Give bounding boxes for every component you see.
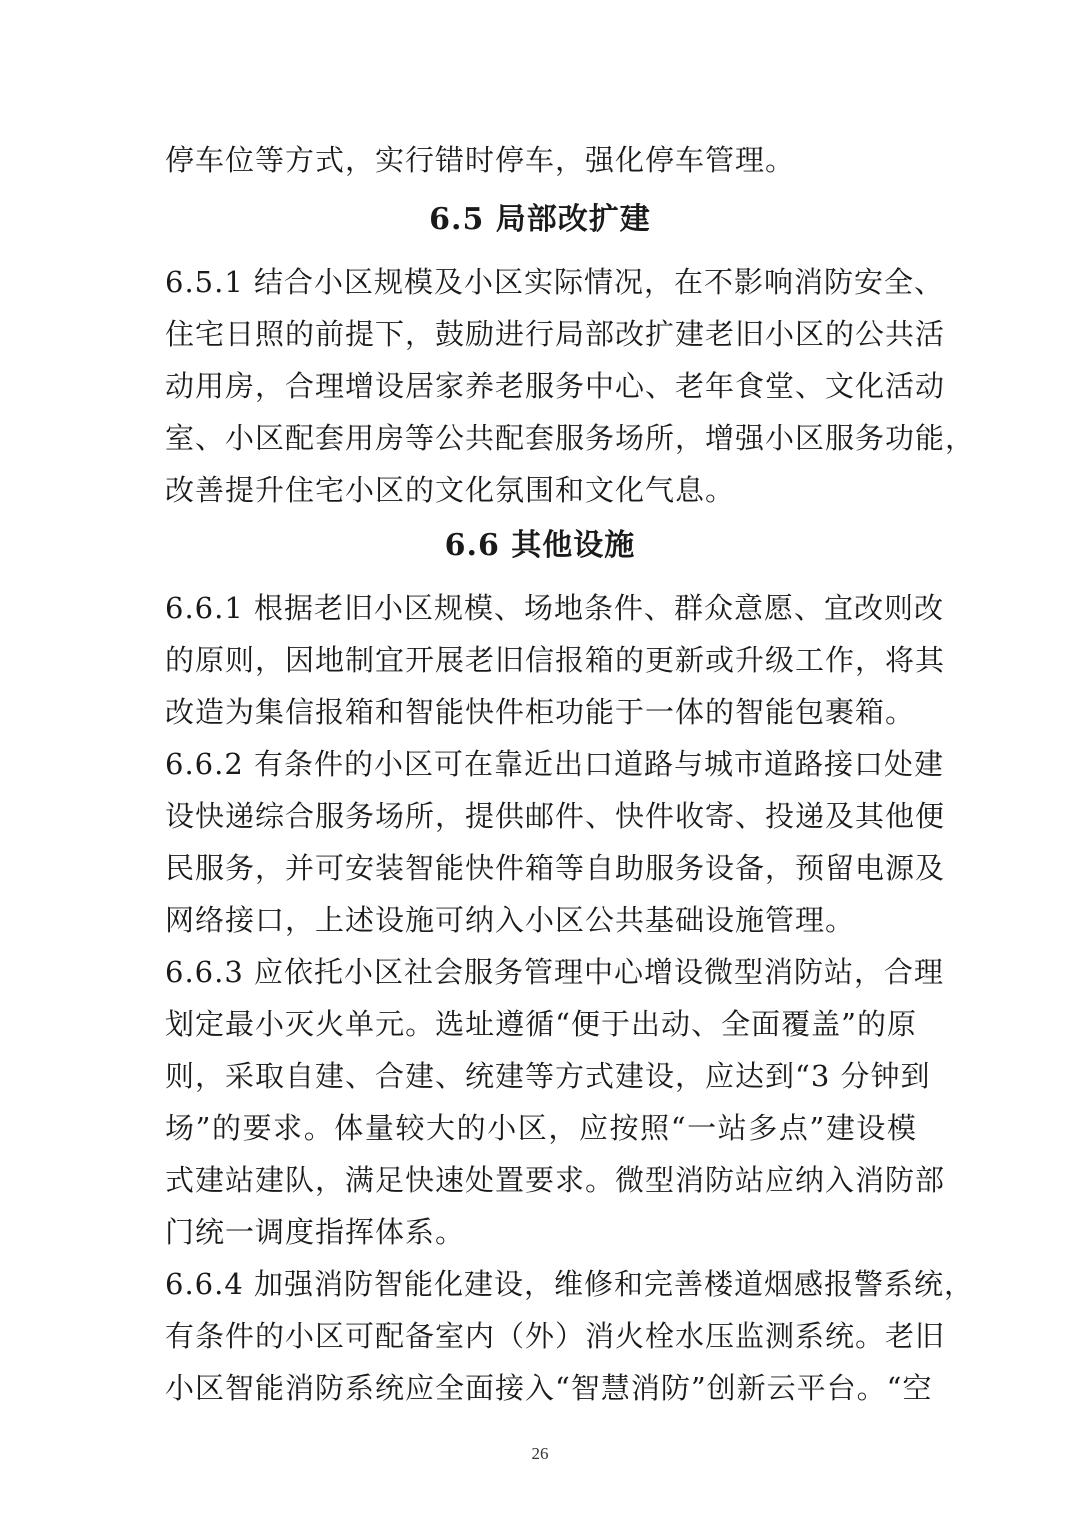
clause-6-6-3-line: 6.6.3 应依托小区社会服务管理中心增设微型消防站，合理 (165, 955, 945, 989)
clause-6-6-3-line: 场”的要求。体量较大的小区，应按照“一站多点”建设模 (165, 1111, 917, 1145)
clause-6-6-2-line: 6.6.2 有条件的小区可在靠近出口道路与城市道路接口处建 (165, 747, 945, 781)
clause-6-6-4-line: 6.6.4 加强消防智能化建设，维修和完善楼道烟感报警系统， (165, 1267, 975, 1301)
clause-6-5-1-line: 改善提升住宅小区的文化氛围和文化气息。 (165, 473, 736, 507)
clause-6-6-3-line: 门统一调度指挥体系。 (165, 1215, 466, 1249)
clause-6-6-1-line: 改造为集信报箱和智能快件柜功能于一体的智能包裹箱。 (165, 695, 916, 729)
clause-6-6-3-line: 则，采取自建、合建、统建等方式建设，应达到“3 分钟到 (165, 1059, 931, 1093)
clause-6-6-1-line: 6.6.1 根据老旧小区规模、场地条件、群众意愿、宜改则改 (165, 591, 945, 625)
paragraph-continuation: 停车位等方式，实行错时停车，强化停车管理。 (165, 143, 796, 177)
clause-6-6-3-line: 式建站建队，满足快速处置要求。微型消防站应纳入消防部 (165, 1163, 946, 1197)
page-number: 26 (531, 1444, 549, 1463)
clause-6-5-1-line: 室、小区配套用房等公共配套服务场所，增强小区服务功能， (165, 421, 976, 455)
clause-6-5-1-line: 动用房，合理增设居家养老服务中心、老年食堂、文化活动 (165, 369, 946, 403)
clause-6-6-4-line: 小区智能消防系统应全面接入“智慧消防”创新云平台。“空 (165, 1371, 933, 1405)
section-heading-6-6: 6.6 其他设施 (444, 528, 636, 563)
clause-6-6-2-line: 设快递综合服务场所，提供邮件、快件收寄、投递及其他便 (165, 799, 946, 833)
clause-6-5-1-line: 6.5.1 结合小区规模及小区实际情况，在不影响消防安全、 (165, 265, 945, 299)
clause-6-5-1-line: 住宅日照的前提下，鼓励进行局部改扩建老旧小区的公共活 (165, 317, 946, 351)
section-heading-6-5: 6.5 局部改扩建 (429, 202, 651, 237)
clause-6-6-3-line: 划定最小灭火单元。选址遵循“便于出动、全面覆盖”的原 (165, 1007, 917, 1041)
clause-6-6-2-line: 民服务，并可安装智能快件箱等自助服务设备，预留电源及 (165, 851, 946, 885)
clause-6-6-4-line: 有条件的小区可配备室内（外）消火栓水压监测系统。老旧 (165, 1319, 946, 1353)
clause-6-6-2-line: 网络接口，上述设施可纳入小区公共基础设施管理。 (165, 903, 856, 937)
clause-6-6-1-line: 的原则，因地制宜开展老旧信报箱的更新或升级工作，将其 (165, 643, 946, 677)
